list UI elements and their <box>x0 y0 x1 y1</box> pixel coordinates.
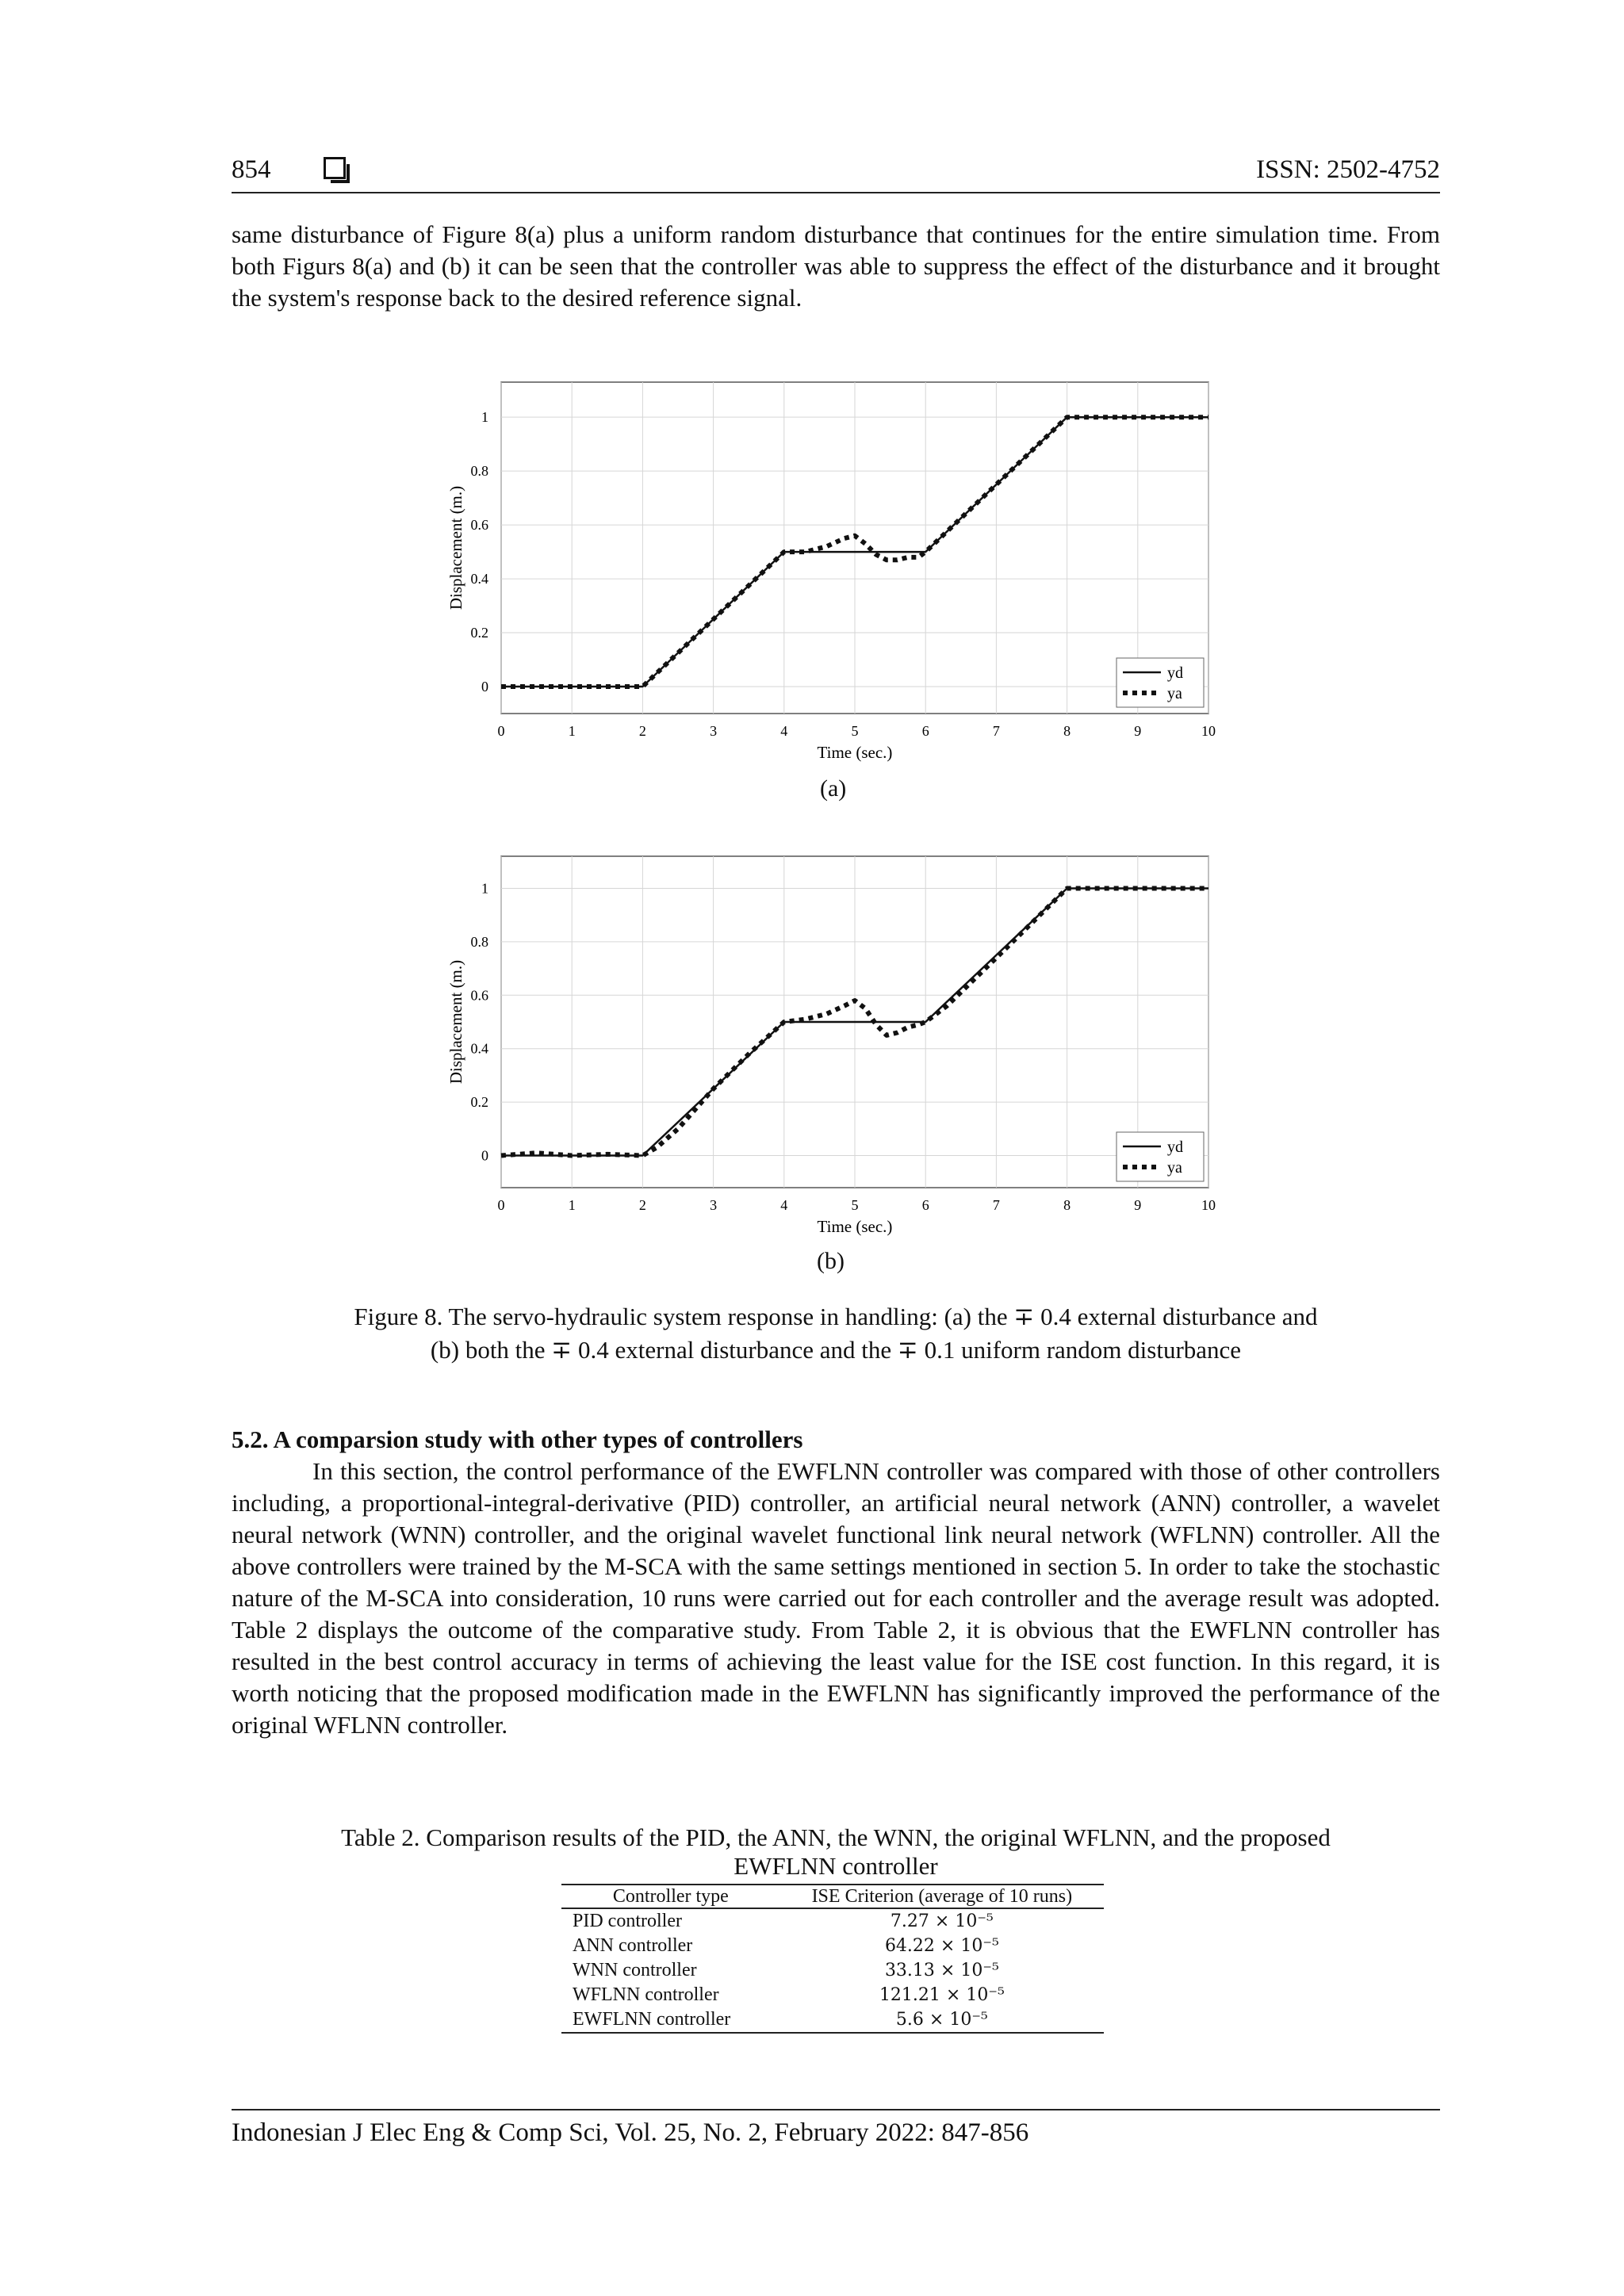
controller-name-cell: WFLNN controller <box>573 1984 719 2005</box>
section-paragraph: In this section, the control performance of the EWFLNN controller was compared with those of other controllers including, a proportional-integral-derivative (PID) controller, an artificial neural network (ANN) controller, a wavelet neural network (WNN) controller, and the original wavelet functional link neural network (WFLNN) controller. All the above controllers were trained by the M-SCA with the same settings mentioned in section 5. In order to take the stochastic nature of the M-SCA into consideration, 10 runs were carried out for each controller and the average result was adopted. Table 2 displays the outcome of the comparative study. From Table 2, it is obvious that the EWFLNN controller has resulted in the best control accuracy in terms of achieving the least value for the ISE cost function. In this regard, it is worth noticing that the proposed modification made in the EWFLNN has significantly improved the performance of the original WFLNN controller. <box>232 1457 1440 1739</box>
y-tick-label: 0.6 <box>470 517 488 534</box>
figure-8a-chart <box>444 373 1229 777</box>
figure-caption <box>232 1300 1440 1367</box>
y-tick-label: 0.2 <box>470 1094 488 1111</box>
y-tick-label: 0.4 <box>470 571 488 587</box>
x-tick-label: 10 <box>1201 723 1216 739</box>
table-row <box>561 1983 1104 2007</box>
legend-label-ya: ya <box>1167 685 1182 702</box>
x-tick-label: 6 <box>921 723 929 739</box>
y-tick-label: 1 <box>481 409 488 426</box>
table-caption-line-1: Table 2. Comparison results of the PID, the ANN, the WNN, the original WFLNN, and the proposed <box>341 1823 1331 1851</box>
table-row <box>561 1934 1104 1958</box>
figure-caption-line-2: (b) both the ∓ 0.4 external disturbance and the ∓ 0.1 uniform random disturbance <box>430 1336 1242 1364</box>
y-tick-label: 1 <box>481 880 488 897</box>
footer-divider <box>232 2109 1440 2110</box>
x-tick-label: 9 <box>1134 723 1142 739</box>
ise-value-cell: 33.13 × 10⁻⁵ <box>884 1961 999 1980</box>
x-tick-label: 6 <box>921 1197 929 1213</box>
intro-paragraph: same disturbance of Figure 8(a) plus a uniform random disturbance that continues for the entire simulation time. From both Figurs 8(a) and (b) it can be seen that the controller was able to suppress the effect of the disturbance and it brought the system's response back to the desired reference signal. <box>232 220 1440 312</box>
plot-area-a <box>446 382 1216 762</box>
x-tick-label: 4 <box>780 1197 788 1213</box>
x-tick-label: 0 <box>497 723 505 739</box>
header-divider <box>232 192 1440 193</box>
y-tick-label: 0.8 <box>470 463 488 480</box>
x-tick-label: 8 <box>1063 723 1071 739</box>
table-row <box>561 1958 1104 1983</box>
table-caption-line-2: EWFLNN controller <box>733 1852 938 1880</box>
page-number: 854 <box>232 155 271 184</box>
figure-sublabel-a: (a) <box>820 775 847 802</box>
controller-name-cell: EWFLNN controller <box>561 2007 780 2033</box>
controller-name-cell: PID controller <box>573 1911 682 1931</box>
column-header-controller: Controller type <box>561 1885 780 1908</box>
x-axis-label: Time (sec.) <box>817 743 893 762</box>
legend-label-yd: yd <box>1167 1138 1183 1156</box>
y-tick-label: 0.2 <box>470 625 488 641</box>
table-caption <box>232 1823 1440 1881</box>
x-tick-label: 1 <box>568 1197 576 1213</box>
ise-value-cell: 121.21 × 10⁻⁵ <box>879 1985 1005 2005</box>
y-axis-label: Displacement (m.) <box>446 959 465 1085</box>
figure-caption-line-1: Figure 8. The servo-hydraulic system response in handling: (a) the ∓ 0.4 external disturbance and <box>354 1303 1318 1330</box>
table-row <box>561 1908 1104 1934</box>
x-tick-label: 8 <box>1063 1197 1071 1213</box>
y-tick-label: 0 <box>481 1147 488 1164</box>
ise-value-cell: 64.22 × 10⁻⁵ <box>884 1936 999 1956</box>
issn-label: ISSN: 2502-4752 <box>1256 155 1440 184</box>
x-tick-label: 0 <box>497 1197 505 1213</box>
x-tick-label: 3 <box>710 1197 718 1213</box>
figure-8b-chart <box>444 847 1229 1251</box>
x-tick-label: 5 <box>851 723 859 739</box>
controller-name-cell: WNN controller <box>573 1960 697 1980</box>
x-tick-label: 9 <box>1134 1197 1142 1213</box>
x-tick-label: 2 <box>638 723 646 739</box>
footer-citation: Indonesian J Elec Eng & Comp Sci, Vol. 25, No. 2, February 2022: 847-856 <box>232 2118 1029 2147</box>
legend-label-yd: yd <box>1167 664 1183 682</box>
ise-value-cell: 5.6 × 10⁻⁵ <box>780 2007 1104 2033</box>
x-tick-label: 1 <box>568 723 576 739</box>
table-header-row <box>561 1885 1104 1908</box>
column-header-ise: ISE Criterion (average of 10 runs) <box>780 1885 1104 1908</box>
figure-sublabel-b: (b) <box>817 1248 845 1274</box>
x-tick-label: 7 <box>992 723 1000 739</box>
y-axis-label: Displacement (m.) <box>446 485 465 610</box>
legend-box <box>1116 1132 1204 1181</box>
table-row <box>561 2007 1104 2033</box>
x-tick-label: 10 <box>1201 1197 1216 1213</box>
x-tick-label: 7 <box>992 1197 1000 1213</box>
y-tick-label: 0.8 <box>470 933 488 950</box>
x-tick-label: 3 <box>710 723 718 739</box>
x-tick-label: 5 <box>851 1197 859 1213</box>
controller-name-cell: ANN controller <box>573 1935 693 1956</box>
ise-value-cell: 7.27 × 10⁻⁵ <box>890 1911 994 1931</box>
section-heading: 5.2. A comparsion study with other types of controllers <box>232 1425 803 1453</box>
journal-box-icon <box>324 157 346 179</box>
results-table <box>561 1884 1104 2034</box>
x-axis-label: Time (sec.) <box>817 1217 893 1236</box>
x-tick-label: 2 <box>638 1197 646 1213</box>
y-tick-label: 0 <box>481 679 488 695</box>
y-tick-label: 0.4 <box>470 1040 488 1057</box>
y-tick-label: 0.6 <box>470 987 488 1004</box>
plot-area-b <box>446 856 1216 1236</box>
legend-box <box>1116 658 1204 707</box>
x-tick-label: 4 <box>780 723 788 739</box>
legend-label-ya: ya <box>1167 1159 1182 1177</box>
